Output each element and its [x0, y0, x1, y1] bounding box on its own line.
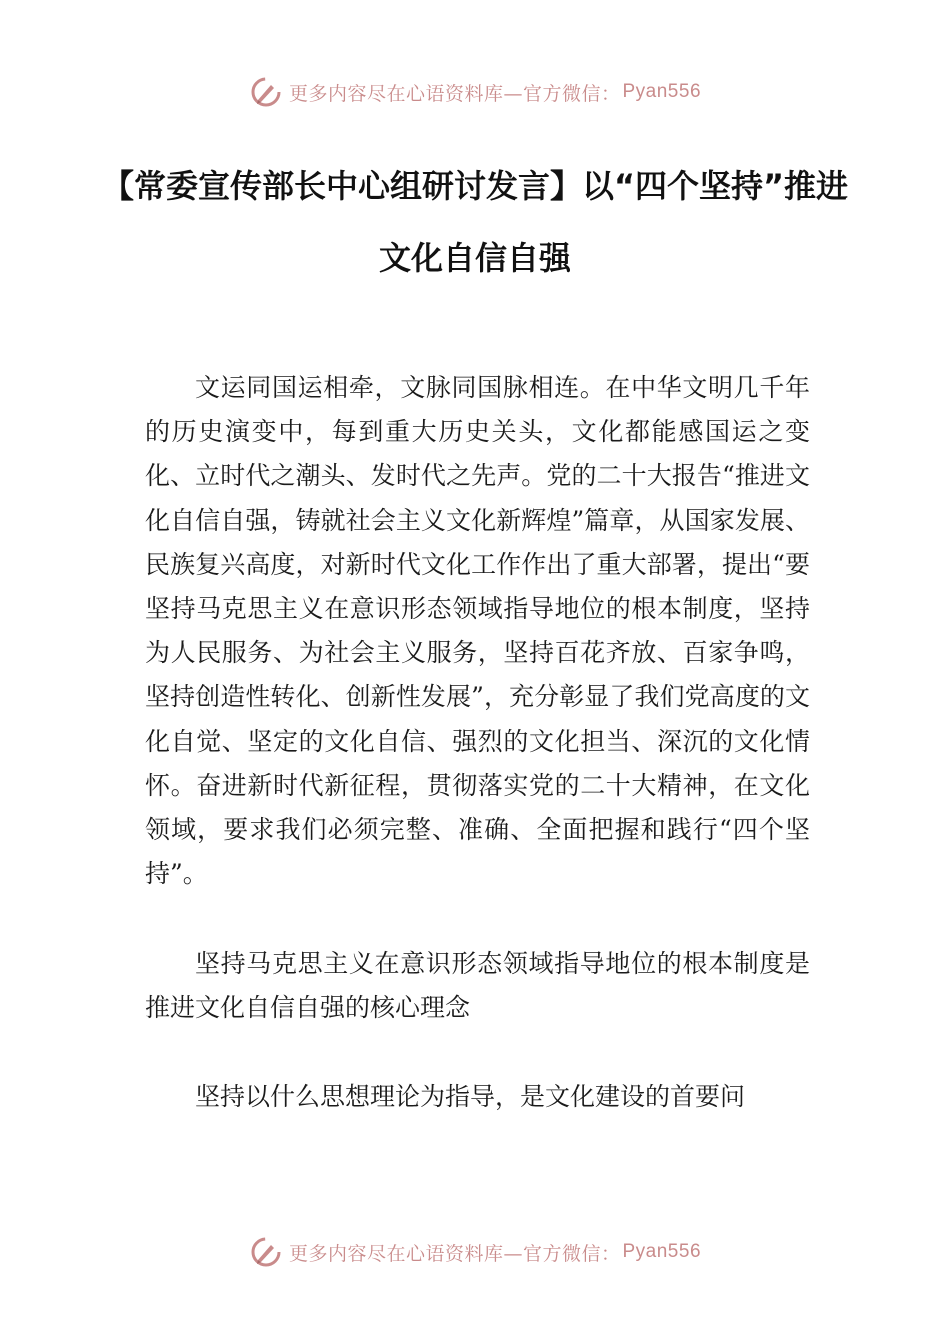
footer-watermark: [0, 1232, 950, 1272]
watermark-wechat-id: Pyan556: [622, 1241, 702, 1262]
paragraph-section-heading: 坚持马克思主义在意识形态领域指导地位的根本制度是推进文化自信自强的核心理念: [145, 949, 810, 1023]
header-watermark: [0, 72, 950, 112]
pen-swirl-logo-icon: [249, 1235, 283, 1269]
pen-swirl-logo-icon: [249, 75, 283, 109]
watermark-wechat-id: Pyan556: [622, 81, 702, 102]
paragraph-intro: 文运同国运相牵，文脉同国脉相连。在中华文明几千年的历史演变中，每到重大历史关头，文化都能感国运之变化、立时代之潮头、发时代之先声。党的二十大报告“推进文化自信自强，铸就社会主义文化新辉煌”篇章，从国家发展、民族复兴高度，对新时代文化工作作出了重大部署，提出“要坚持马克思主义在意识形态领域指导地位的根本制度，坚持为人民服务、为社会主义服务，坚持百花齐放、百家争鸣，坚持创造性转化、创新性发展”，充分彰显了我们党高度的文化自觉、坚定的文化自信、强烈的文化担当、深沉的文化情怀。奋进新时代新征程，贯彻落实党的二十大精神，在文化领域，要求我们必须完整、准确、全面把握和践行“四个坚持”。: [145, 373, 810, 889]
watermark-text: 更多内容尽在心语资料库—官方微信：: [288, 82, 621, 105]
paragraph-continuation: 坚持以什么思想理论为指导，是文化建设的首要问: [195, 1082, 746, 1111]
document-title: 【常委宣传部长中心组研讨发言】以“四个坚持”推进文化自信自强: [101, 167, 849, 277]
watermark-text: 更多内容尽在心语资料库—官方微信：: [288, 1242, 621, 1265]
